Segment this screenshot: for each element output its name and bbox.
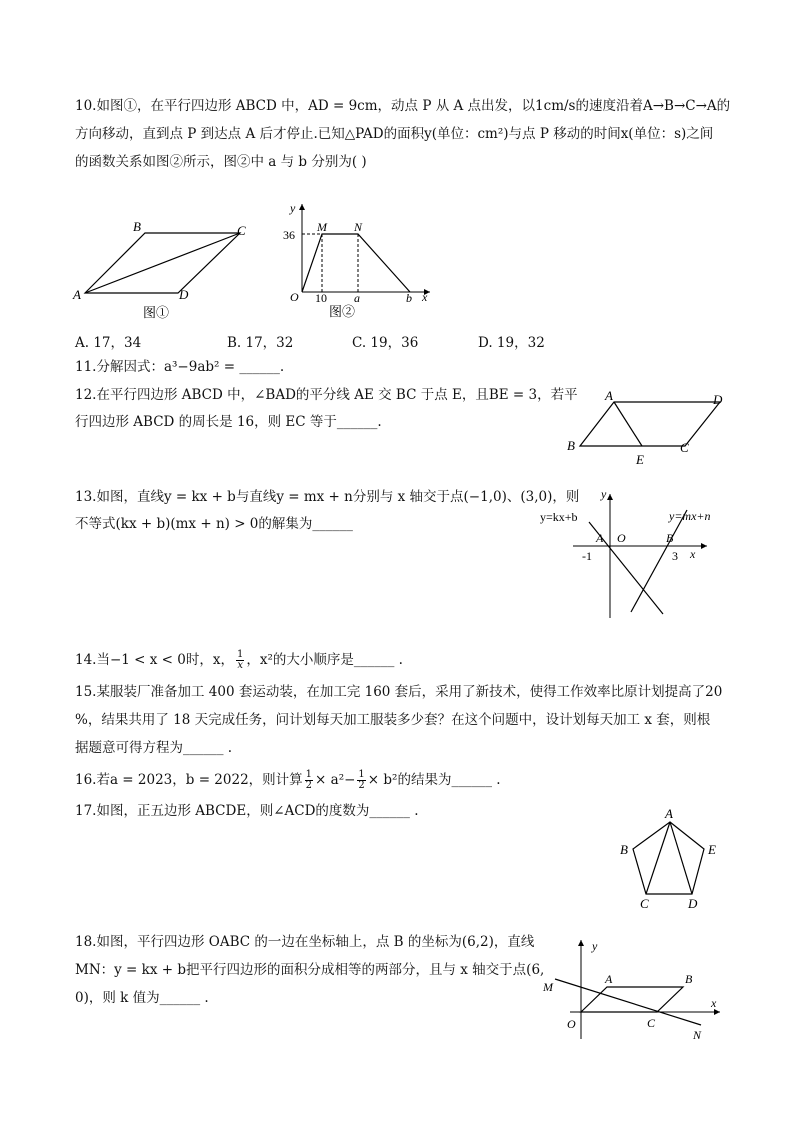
q16-line — [75, 770, 501, 791]
q17-fig-label-b: B — [620, 842, 628, 857]
q18-figure-coordinate-parallelogram — [535, 935, 730, 1045]
q14-frac-den: x — [237, 660, 243, 671]
q10-fig2-label-o: O — [290, 290, 299, 304]
q16-frac2-den: 2 — [358, 780, 365, 791]
q16-frac1-den: 2 — [305, 780, 313, 791]
q18-fig-label-y: y — [592, 939, 598, 953]
q16-frac1-num: 1 — [305, 769, 313, 780]
q10-fig2-label-36: 36 — [283, 228, 295, 242]
q16-part-3: × b²的结果为______ . — [367, 772, 501, 788]
q12-fig-label-b: B — [567, 438, 575, 453]
q10-fig1-label-d: D — [179, 287, 189, 302]
q13-line-2: 不等式(kx + b)(mx + n) > 0的解集为______ — [75, 516, 353, 532]
q18-fig-label-m: M — [543, 980, 553, 994]
q10-fig2-label-y: y — [290, 201, 296, 215]
q16-frac2-num: 1 — [358, 769, 365, 780]
q10-choice-d: D. 19，32 — [478, 335, 545, 351]
q10-figure-1-parallelogram — [65, 215, 255, 325]
q10-fig2-label-m: M — [317, 220, 327, 234]
q13-figure-two-lines — [535, 488, 735, 623]
q10-choice-a: A. 17，34 — [75, 335, 142, 351]
q13-fig-label-x: x — [690, 547, 696, 561]
q13-fig-label-line2: y=mx+n — [669, 509, 711, 523]
q10-fig1-caption: 图① — [143, 305, 170, 320]
q10-figure-2-graph — [280, 198, 440, 323]
q14-line — [75, 650, 403, 671]
q16-fraction-2 — [357, 770, 365, 791]
q10-choice-c: C. 19，36 — [352, 335, 419, 351]
q13-fig-label-minus1: -1 — [582, 549, 592, 563]
q10-fig2-label-b: b — [406, 291, 412, 305]
q16-part-2: × a²− — [315, 772, 356, 788]
q10-choice-b: B. 17，32 — [227, 335, 294, 351]
q10-line-2: 方向移动，直到点 P 到达点 A 后才停止.已知△PAD的面积y(单位：cm²)与点 P 移动的时间x(单位：s)之间 — [75, 126, 714, 142]
q13-fig-label-3: 3 — [672, 549, 678, 563]
q17-fig-label-d: D — [688, 896, 698, 911]
q14-text-before: 14.当−1 < x < 0时，x， — [75, 652, 234, 668]
q17-fig-label-e: E — [708, 842, 716, 857]
q14-frac-num: 1 — [236, 649, 244, 660]
q17-text: 17.如图，正五边形 ABCDE，则∠ACD的度数为______ . — [75, 803, 419, 819]
q18-fig-label-x: x — [711, 996, 717, 1010]
q12-figure-parallelogram — [562, 388, 737, 468]
q18-line-1: 18.如图，平行四边形 OABC 的一边在坐标轴上，点 B 的坐标为(6,2)，直线 — [75, 934, 535, 950]
q18-fig-label-a: A — [605, 972, 613, 986]
q13-fig-label-b: B — [666, 531, 674, 545]
q12-line-1: 12.在平行四边形 ABCD 中，∠BAD的平分线 AE 交 BC 于点 E，且BE = 3，若平 — [75, 387, 578, 403]
q16-fraction-1 — [305, 770, 313, 791]
q18-fig-label-n: N — [693, 1028, 702, 1042]
q17-fig-label-a: A — [665, 806, 673, 821]
q12-fig-label-c: C — [680, 440, 689, 455]
q13-fig-label-y: y — [601, 488, 607, 501]
q10-fig1-label-a: A — [73, 287, 81, 302]
q18-fig-label-c: C — [647, 1016, 656, 1030]
q18-line-3: 0)，则 k 值为______ . — [75, 990, 209, 1006]
q13-fig-label-a: A — [596, 531, 604, 545]
q10-fig2-label-a: a — [354, 291, 360, 305]
q11-text: 11.分解因式：a³−9ab² = ______. — [75, 359, 285, 375]
q18-line-2: MN：y = kx + b把平行四边形的面积分成相等的两部分，且与 x 轴交于点(6, — [75, 962, 545, 978]
q17-fig-label-c: C — [640, 896, 649, 911]
q10-fig2-label-10: 10 — [315, 291, 327, 305]
q18-fig-label-b: B — [685, 972, 693, 986]
q10-fig2-label-n: N — [354, 220, 363, 234]
q10-fig1-label-b: B — [133, 219, 141, 234]
q15-line-2: %，结果共用了 18 天完成任务，问计划每天加工服装多少套？在这个问题中，设计划每天加工 x 套，则根 — [75, 712, 711, 728]
q10-fig2-label-x: x — [422, 290, 428, 304]
q12-fig-label-e: E — [636, 452, 644, 467]
q10-line-3: 的函数关系如图②所示，图②中 a 与 b 分别为( ) — [75, 154, 367, 170]
q10-fig1-label-c: C — [237, 223, 246, 238]
q12-fig-label-d: D — [713, 392, 723, 407]
q14-text-after: ，x²的大小顺序是______ . — [246, 652, 403, 668]
q14-fraction — [236, 650, 244, 671]
q15-line-1: 15.某服装厂准备加工 400 套运动装，在加工完 160 套后，采用了新技术，使得工作效率比原计划提高了20 — [75, 684, 723, 700]
q13-fig-label-o: O — [617, 531, 626, 545]
q12-fig-label-a: A — [605, 388, 613, 403]
q10-line-1: 10.如图①，在平行四边形 ABCD 中，AD = 9cm，动点 P 从 A 点出发，以1cm/s的速度沿着A→B→C→A的 — [75, 98, 731, 114]
q17-figure-pentagon — [612, 804, 732, 912]
q18-fig-label-o: O — [567, 1017, 576, 1031]
q15-line-3: 据题意可得方程为______ . — [75, 740, 233, 756]
q13-line-1: 13.如图，直线y = kx + b与直线y = mx + n分别与 x 轴交于点(−1,0)、(3,0)，则 — [75, 489, 580, 505]
q16-part-1: 16.若a = 2023，b = 2022，则计算 — [75, 772, 303, 788]
q12-line-2: 行四边形 ABCD 的周长是 16，则 EC 等于______. — [75, 414, 382, 430]
q13-fig-label-line1: y=kx+b — [540, 510, 578, 524]
q10-fig2-caption: 图② — [329, 304, 356, 319]
